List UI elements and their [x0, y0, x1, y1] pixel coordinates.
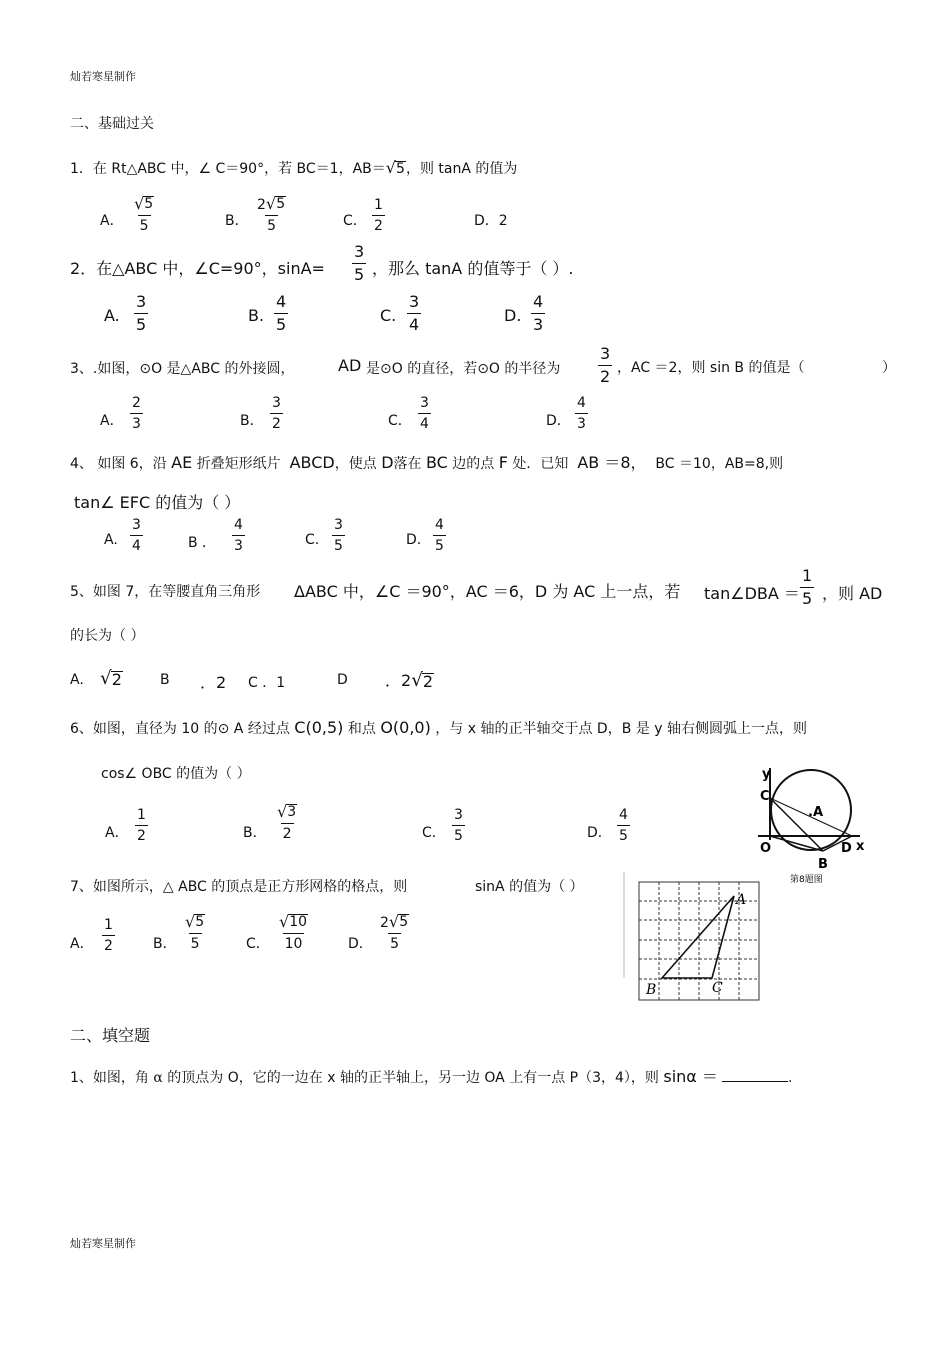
q4-line-1 [70, 450, 783, 473]
fill1-text-a: 1、如图，角 [70, 1070, 149, 1086]
fig8-label-o: O [760, 841, 772, 856]
q5-text-a: 5、如图 7，在等腰直角三角形 [70, 584, 261, 600]
q1-option-c-frac: $\frac{1}{2}$ [374, 197, 383, 234]
fig8-label-y: y [762, 767, 771, 782]
question-1 [70, 158, 517, 178]
fill1-text-b: 的顶点为 O，它的一边在 x 轴的正半轴上，另一边 OA 上有一点 P（3，4），则 [167, 1070, 659, 1086]
page-footer: 灿若寒星制作 [70, 1237, 136, 1250]
q4-option-c-frac: $\frac{3}{5}$ [334, 517, 343, 554]
q2-option-d-frac: $\frac{4}{3}$ [533, 292, 544, 334]
q4-d: D [381, 453, 394, 472]
grid-label-b: B [646, 982, 657, 998]
page-header: 灿若寒星制作 [70, 70, 136, 83]
fig8-label-x: x [856, 839, 865, 854]
q2-option-a-frac: $\frac{3}{5}$ [136, 292, 147, 334]
q2-option-b-frac: $\frac{4}{5}$ [276, 292, 287, 334]
q5-option-c: C ．1 [248, 675, 286, 691]
q6-line-2: cos∠ OBC 的值为（ ） [101, 766, 251, 782]
q5-option-b-value: ．2 [200, 673, 227, 692]
q5-option-d-label: D [337, 672, 348, 688]
q2-option-c-label: C. [380, 306, 397, 325]
q7-option-b-label: B． [153, 936, 177, 952]
fig8-label-b: B [818, 857, 828, 872]
q5-option-b-label: B [160, 672, 170, 688]
q1-option-b-frac: 2 √ 5 5 [257, 194, 286, 235]
q4-option-c-label: C. [305, 532, 320, 548]
q4-fold: 折叠矩形纸片 [196, 456, 281, 472]
q7-option-c-label: C． [246, 936, 270, 952]
q3-option-d-frac: $\frac{4}{3}$ [577, 395, 586, 432]
q5-frac: $\frac{1}{5}$ [802, 566, 813, 608]
q3-frac: $\frac{3}{2}$ [600, 344, 611, 386]
q7-option-a-frac: $\frac{1}{2}$ [104, 917, 113, 954]
q6-option-c-label: C． [422, 825, 446, 841]
q4-option-d-frac: $\frac{4}{5}$ [435, 517, 444, 554]
q7-option-c-frac: √ 10 10 [279, 912, 308, 953]
q4-option-a-frac: $\frac{3}{4}$ [132, 517, 141, 554]
q4-bc: BC [425, 453, 448, 472]
q4-known: 处．已知 [512, 456, 569, 472]
q3-text-d: ） [882, 360, 896, 376]
figure-8-circle-diagram [748, 760, 878, 885]
fig8-label-c: C [760, 789, 770, 804]
q2-text-b: ，那么 tanA 的值等于（ ）. [372, 259, 574, 278]
q4-option-a-label: A. [104, 532, 118, 548]
q1-option-d: D．2 [474, 213, 508, 229]
q4-ae: AE [171, 453, 193, 472]
q4-comma: ，使点 [334, 456, 377, 472]
q6-option-b-frac: √ 3 2 [277, 802, 297, 843]
q6-point-o: O(0,0) [380, 718, 431, 737]
q5-tan: tan∠DBA ＝ [704, 584, 800, 603]
grid-label-c: C [712, 980, 723, 996]
q1-option-a-frac: √ 5 5 [134, 194, 154, 235]
q4-fall: 落在 [393, 456, 422, 472]
q6-option-d-frac: $\frac{4}{5}$ [619, 807, 628, 844]
fig8-label-d: D [841, 841, 852, 856]
q3-option-b-frac: $\frac{3}{2}$ [272, 395, 281, 432]
q2-option-c-frac: $\frac{3}{4}$ [409, 292, 420, 334]
q2-frac: $\frac{3}{5}$ [354, 242, 365, 284]
q4-intro: 4、 如图 6，沿 [70, 456, 167, 472]
q6-option-c-frac: $\frac{3}{5}$ [454, 807, 463, 844]
q4-option-b-label: B ． [188, 535, 217, 551]
q5-triangle-text: ΔABC 中，∠C ＝90°，AC ＝6，D 为 AC 上一点，若 [294, 582, 681, 601]
q6-option-d-label: D． [587, 825, 612, 841]
q7-option-d-frac: 2 √ 5 5 [380, 912, 409, 953]
grid-triangle-diagram [622, 870, 764, 1005]
q7-option-a-label: A． [70, 936, 94, 952]
q2-option-a-label: A. [104, 306, 120, 325]
triangle-abc [662, 896, 734, 978]
q4-edge: 边的点 [452, 456, 495, 472]
q1-text-b: ，则 tanA 的值为 [405, 161, 518, 177]
q3-ad: AD [338, 356, 362, 375]
q3-option-d-label: D． [546, 413, 571, 429]
q6-option-a-frac: $\frac{1}{2}$ [137, 807, 146, 844]
fill-question-1 [70, 1064, 792, 1087]
q3-text-c: ，AC ＝2，则 sin B 的值是（ [617, 360, 805, 376]
q6-line-1 [70, 718, 807, 738]
section-title-fill-in: 二、填空题 [70, 1026, 151, 1045]
q7-text-a: 7、如图所示，△ ABC 的顶点是正方形网格的格点，则 [70, 879, 408, 895]
fig8-label-a: .A [808, 805, 824, 820]
q1-sqrt: √ 5 [385, 158, 405, 178]
fill1-end: . [787, 1070, 793, 1086]
q4-abcd: ABCD [289, 453, 335, 472]
q4-ab8: AB ＝8， [577, 453, 647, 472]
q5-option-d-value: ．2 √ 2 [385, 670, 434, 692]
section-title-basic: 二、基础过关 [70, 116, 154, 132]
q4-line-2: tan∠ EFC 的值为（ ） [74, 493, 241, 512]
q3-text-b: 是⊙O 的直径，若⊙O 的半径为 [366, 361, 561, 377]
q6-point-c: C(0,5) [294, 718, 344, 737]
q6-option-a-label: A． [105, 825, 129, 841]
q7-option-d-label: D． [348, 936, 373, 952]
q3-option-c-frac: $\frac{3}{4}$ [420, 395, 429, 432]
q1-text-a: 1．在 Rt△ABC 中，∠ C＝90°，若 BC＝1，AB＝ [70, 161, 386, 177]
q6-and: 和点 [347, 721, 376, 737]
q4-option-b-frac: $\frac{4}{3}$ [234, 517, 243, 554]
q6-option-b-label: B． [243, 825, 267, 841]
q3-option-a-label: A． [100, 413, 124, 429]
fill1-alpha: α [153, 1070, 163, 1086]
q7-sina: sinA 的值为（ ） [475, 879, 584, 895]
q5-option-a-value: √ 2 [100, 668, 122, 690]
q5-line-2: 的长为（ ） [70, 628, 145, 644]
q5-option-a-label: A. [70, 672, 84, 688]
q6-text-a: 6、如图，直径为 10 的⊙ A 经过点 [70, 721, 290, 737]
grid-label-a: A [736, 892, 747, 908]
q3-text-a: 3、.如图，⊙O 是△ABC 的外接圆， [70, 361, 295, 377]
q3-option-a-frac: $\frac{2}{3}$ [132, 395, 141, 432]
q4-bc10: BC ＝10，AB=8,则 [655, 456, 784, 472]
fig8-caption: 第8题图 [790, 875, 823, 885]
q4-option-d-label: D. [406, 532, 422, 548]
q1-option-b-label: B． [225, 213, 249, 229]
q1-option-c-label: C． [343, 213, 367, 229]
q7-option-b-frac: √ 5 5 [185, 912, 205, 953]
q3-option-b-label: B． [240, 413, 264, 429]
fill1-sin: sinα ＝ [663, 1067, 718, 1086]
q2-text-a: 2．在△ABC 中，∠C=90°，sinA= [70, 259, 325, 278]
q1-option-a-label: A． [100, 213, 124, 229]
q2-option-d-label: D. [504, 306, 522, 325]
q6-text-b: ，与 x 轴的正半轴交于点 D，B 是 y 轴右侧圆弧上一点，则 [435, 721, 807, 737]
q5-text-b: ，则 AD [822, 584, 883, 603]
q2-option-b-label: B. [248, 306, 265, 325]
q4-f: F [498, 453, 508, 472]
fill1-answer-blank[interactable] [722, 1069, 788, 1082]
q3-option-c-label: C． [388, 413, 412, 429]
